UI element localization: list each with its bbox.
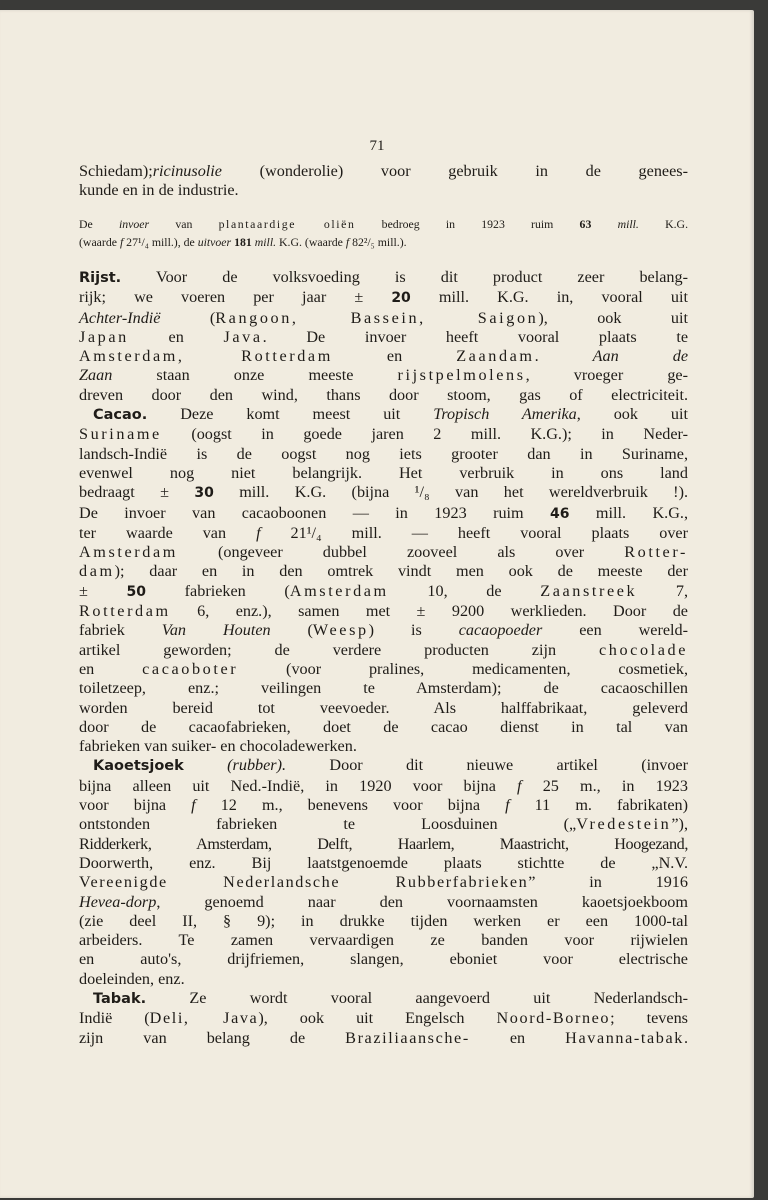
section-kaoetsjoek: Kaoetsjoek (rubber). Door dit nieuwe artikel (invoer bijna alleen uit Ned.-Indië, in 1920 voor bijna f 25 m., in 1923 voor bijna f 12 m., benevens voor bijna f 11 m. fabrikaten) ontstonden fabrieken te Loosduinen („Vredestein”), Ridderkerk, Amsterdam, Delft, Haarlem, Maastricht, Hoogezand, Doorwerth, enz. Bij laatstgenoemde plaats stichtte de „N.V. Vereenigde Nederlandsche Rubberfabrieken” in 1916 Hevea-dorp, genoemd naar den voornaamsten kaoetsjoekboom (zie deel II, § 9); in drukke tijden werken er een 1000-tal arbeiders. Te zamen vervaardigen ze banden voor rijwielen en auto's, drijfriemen, slangen, eboniet voor electrische doeleinden, enz.: [79, 756, 689, 988]
footnote-block: [79, 215, 688, 251]
main-sections: [79, 268, 688, 1048]
heading-rijst: Rijst.: [79, 270, 122, 286]
heading-cacao: Cacao.: [93, 407, 148, 424]
heading-kaoetsjoek: Kaoetsjoek: [93, 758, 184, 775]
body-text: [79, 162, 688, 201]
heading-tabak: Tabak.: [93, 990, 147, 1007]
trade-note: De invoer van plantaardige oliën bedroeg in 1923 ruim 63 mill. K.G. (waarde f 27¹/₄ mill.), de uitvoer 181 mill. K.G. (waarde f 82²/₅ mill.).: [79, 217, 689, 249]
section-tabak: Tabak. Ze wordt vooral aangevoerd uit Nederlandsch- Indië (Deli, Java), ook uit Engelsch Noord-Borneo; tevens zijn van belang de Braziliaansche- en Havanna-tabak.: [79, 988, 688, 1047]
section-rijst: Rijst. Voor de volksvoeding is dit product zeer belang- rijk; we voeren per jaar ± 20 mill. K.G. in, vooral uit Achter-Indië (Rangoon, Bassein, Saigon), ook uit Japan en Java. De invoer heeft vooral plaats te Amsterdam, Rotterdam en Zaandam. Aan de Zaan staan onze meeste rijstpelmolens, vroeger ge- dreven door den wind, thans door stoom, gas of electriciteit.: [79, 268, 689, 404]
section-cacao: Cacao. Deze komt meest uit Tropisch Amerika, ook uit Suriname (oogst in goede jaren 2 mill. K.G.); in Neder- landsch-Indië is de oogst nog iets grooter dan in Suriname, evenwel nog niet belangrijk. Het verbruik in ons land bedraagt ± 30 mill. K.G. (bijna ¹/₈ van het wereldverbruik !). De invoer van cacaoboonen — in 1923 ruim 46 mill. K.G., ter waarde van f 21¹/₄ mill. — heeft vooral plaats over Amsterdam (ongeveer dubbel zooveel als over Rotter- dam); daar en in den omtrek vindt men ook de meeste der ± 50 fabrieken (Amsterdam 10, de Zaanstreek 7, Rotterdam 6, enz.), samen met ± 9200 werklieden. Door de fabriek Van Houten (Weesp) is cacaopoeder een wereld- artikel geworden; de verdere producten zijn chocolade en cacaoboter (voor pralines, medicamenten, cosmetiek, toiletzeep, enz.; veilingen te Amsterdam); de cacaoschillen worden bereid tot veevoeder. Als halffabrikaat, geleverd door de cacaofabrieken, doet de cacao dienst in tal van fabrieken van suiker- en chocoladewerken.: [79, 405, 689, 756]
page-number: 71: [369, 138, 385, 154]
paragraph-intro: Schiedam);ricinusolie (wonderolie) voor gebruik in de genees- kunde en in de industrie.: [79, 162, 688, 200]
